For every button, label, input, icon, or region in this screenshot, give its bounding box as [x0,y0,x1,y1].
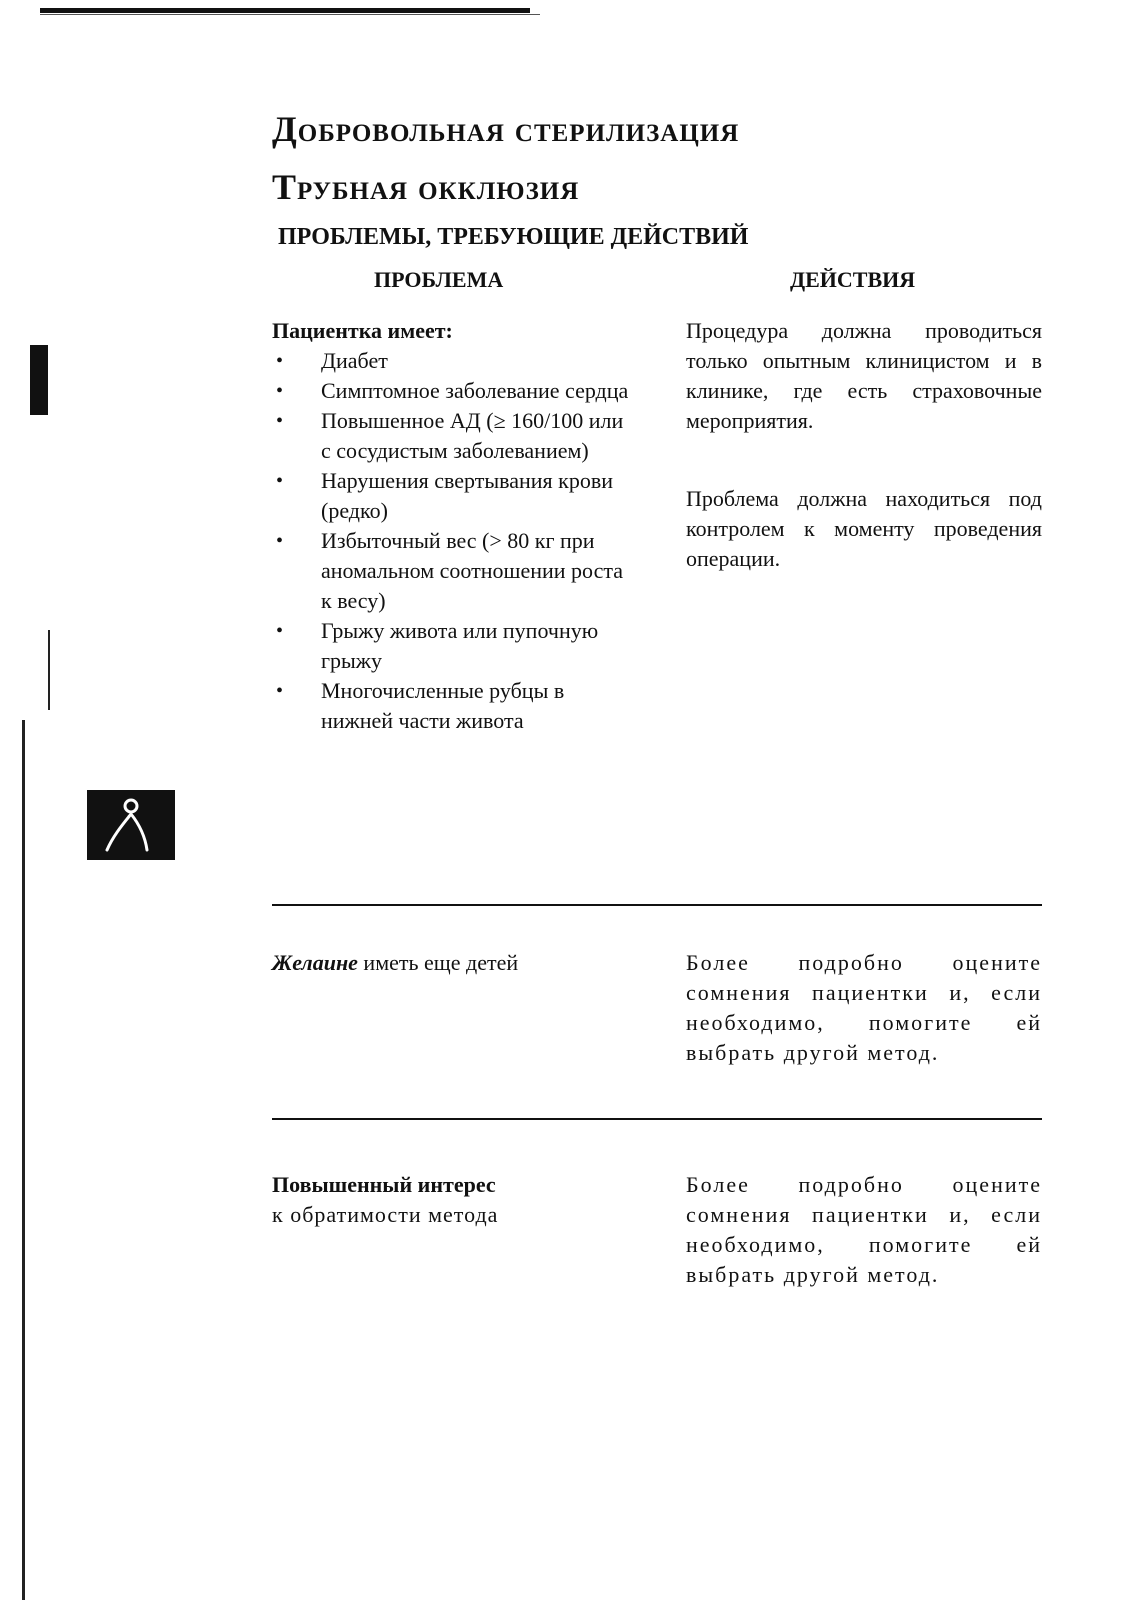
action-block-2 [686,948,1042,1068]
problem-block-1 [272,316,632,736]
bullet-item: • Нарушения свертывания крови (редко) [272,466,632,526]
problem-bullet-list [272,346,632,736]
problem-text: иметь еще детей [357,950,519,975]
page-title: Добровольная стерилизация [272,109,740,149]
bullet-item: • Избыточный вес (> 80 кг при аномальном соотношении роста к весу) [272,526,632,616]
page-subtitle: Трубная окклюзия [272,167,580,207]
divider [272,904,1042,906]
side-tab [87,790,175,860]
problem-block-3 [272,1170,632,1230]
problem-text: к обратимости метода [272,1202,499,1227]
action-text: Проблема должна находиться под контролем к моменту проведения операции. [686,486,1042,571]
column-header-action: ДЕЙСТВИЯ [790,267,916,292]
problem-block-2 [272,948,632,978]
divider [272,1118,1042,1120]
bullet-item: • Повышенное АД (≥ 160/100 или с сосудистым заболеванием) [272,406,632,466]
bullet-item: • Грыжу живота или пупочную грыжу [272,616,632,676]
action-block-1 [686,316,1042,574]
problem-keyword: Повышенный интерес [272,1172,496,1197]
action-text: Более подробно оцените сомнения пациентки и, если необходимо, помогите ей выбрать другой метод. [686,950,1042,1065]
female-figure-icon [87,790,175,860]
margin-mark [30,345,48,415]
column-header-problem: ПРОБЛЕМА [374,267,504,292]
top-rule-thin [40,14,540,15]
bullet-item: • Многочисленные рубцы в нижней части живота [272,676,632,736]
bullet-item: • Симптомное заболевание сердца [272,376,632,406]
bullet-item: • Диабет [272,346,632,376]
problem-keyword: Желаине [272,950,358,975]
margin-line [48,630,50,710]
problem-intro: Пациентка имеет: [272,318,453,343]
action-text: Процедура должна проводиться только опытным клиницистом и в клинике, где есть страховочные мероприятия. [686,318,1042,433]
action-block-3 [686,1170,1042,1290]
top-rule [40,8,530,13]
action-text: Более подробно оцените сомнения пациентки и, если необходимо, помогите ей выбрать другой метод. [686,1172,1042,1287]
margin-line [22,720,25,1600]
section-heading: ПРОБЛЕМЫ, ТРЕБУЮЩИЕ ДЕЙСТВИЙ [278,224,749,250]
